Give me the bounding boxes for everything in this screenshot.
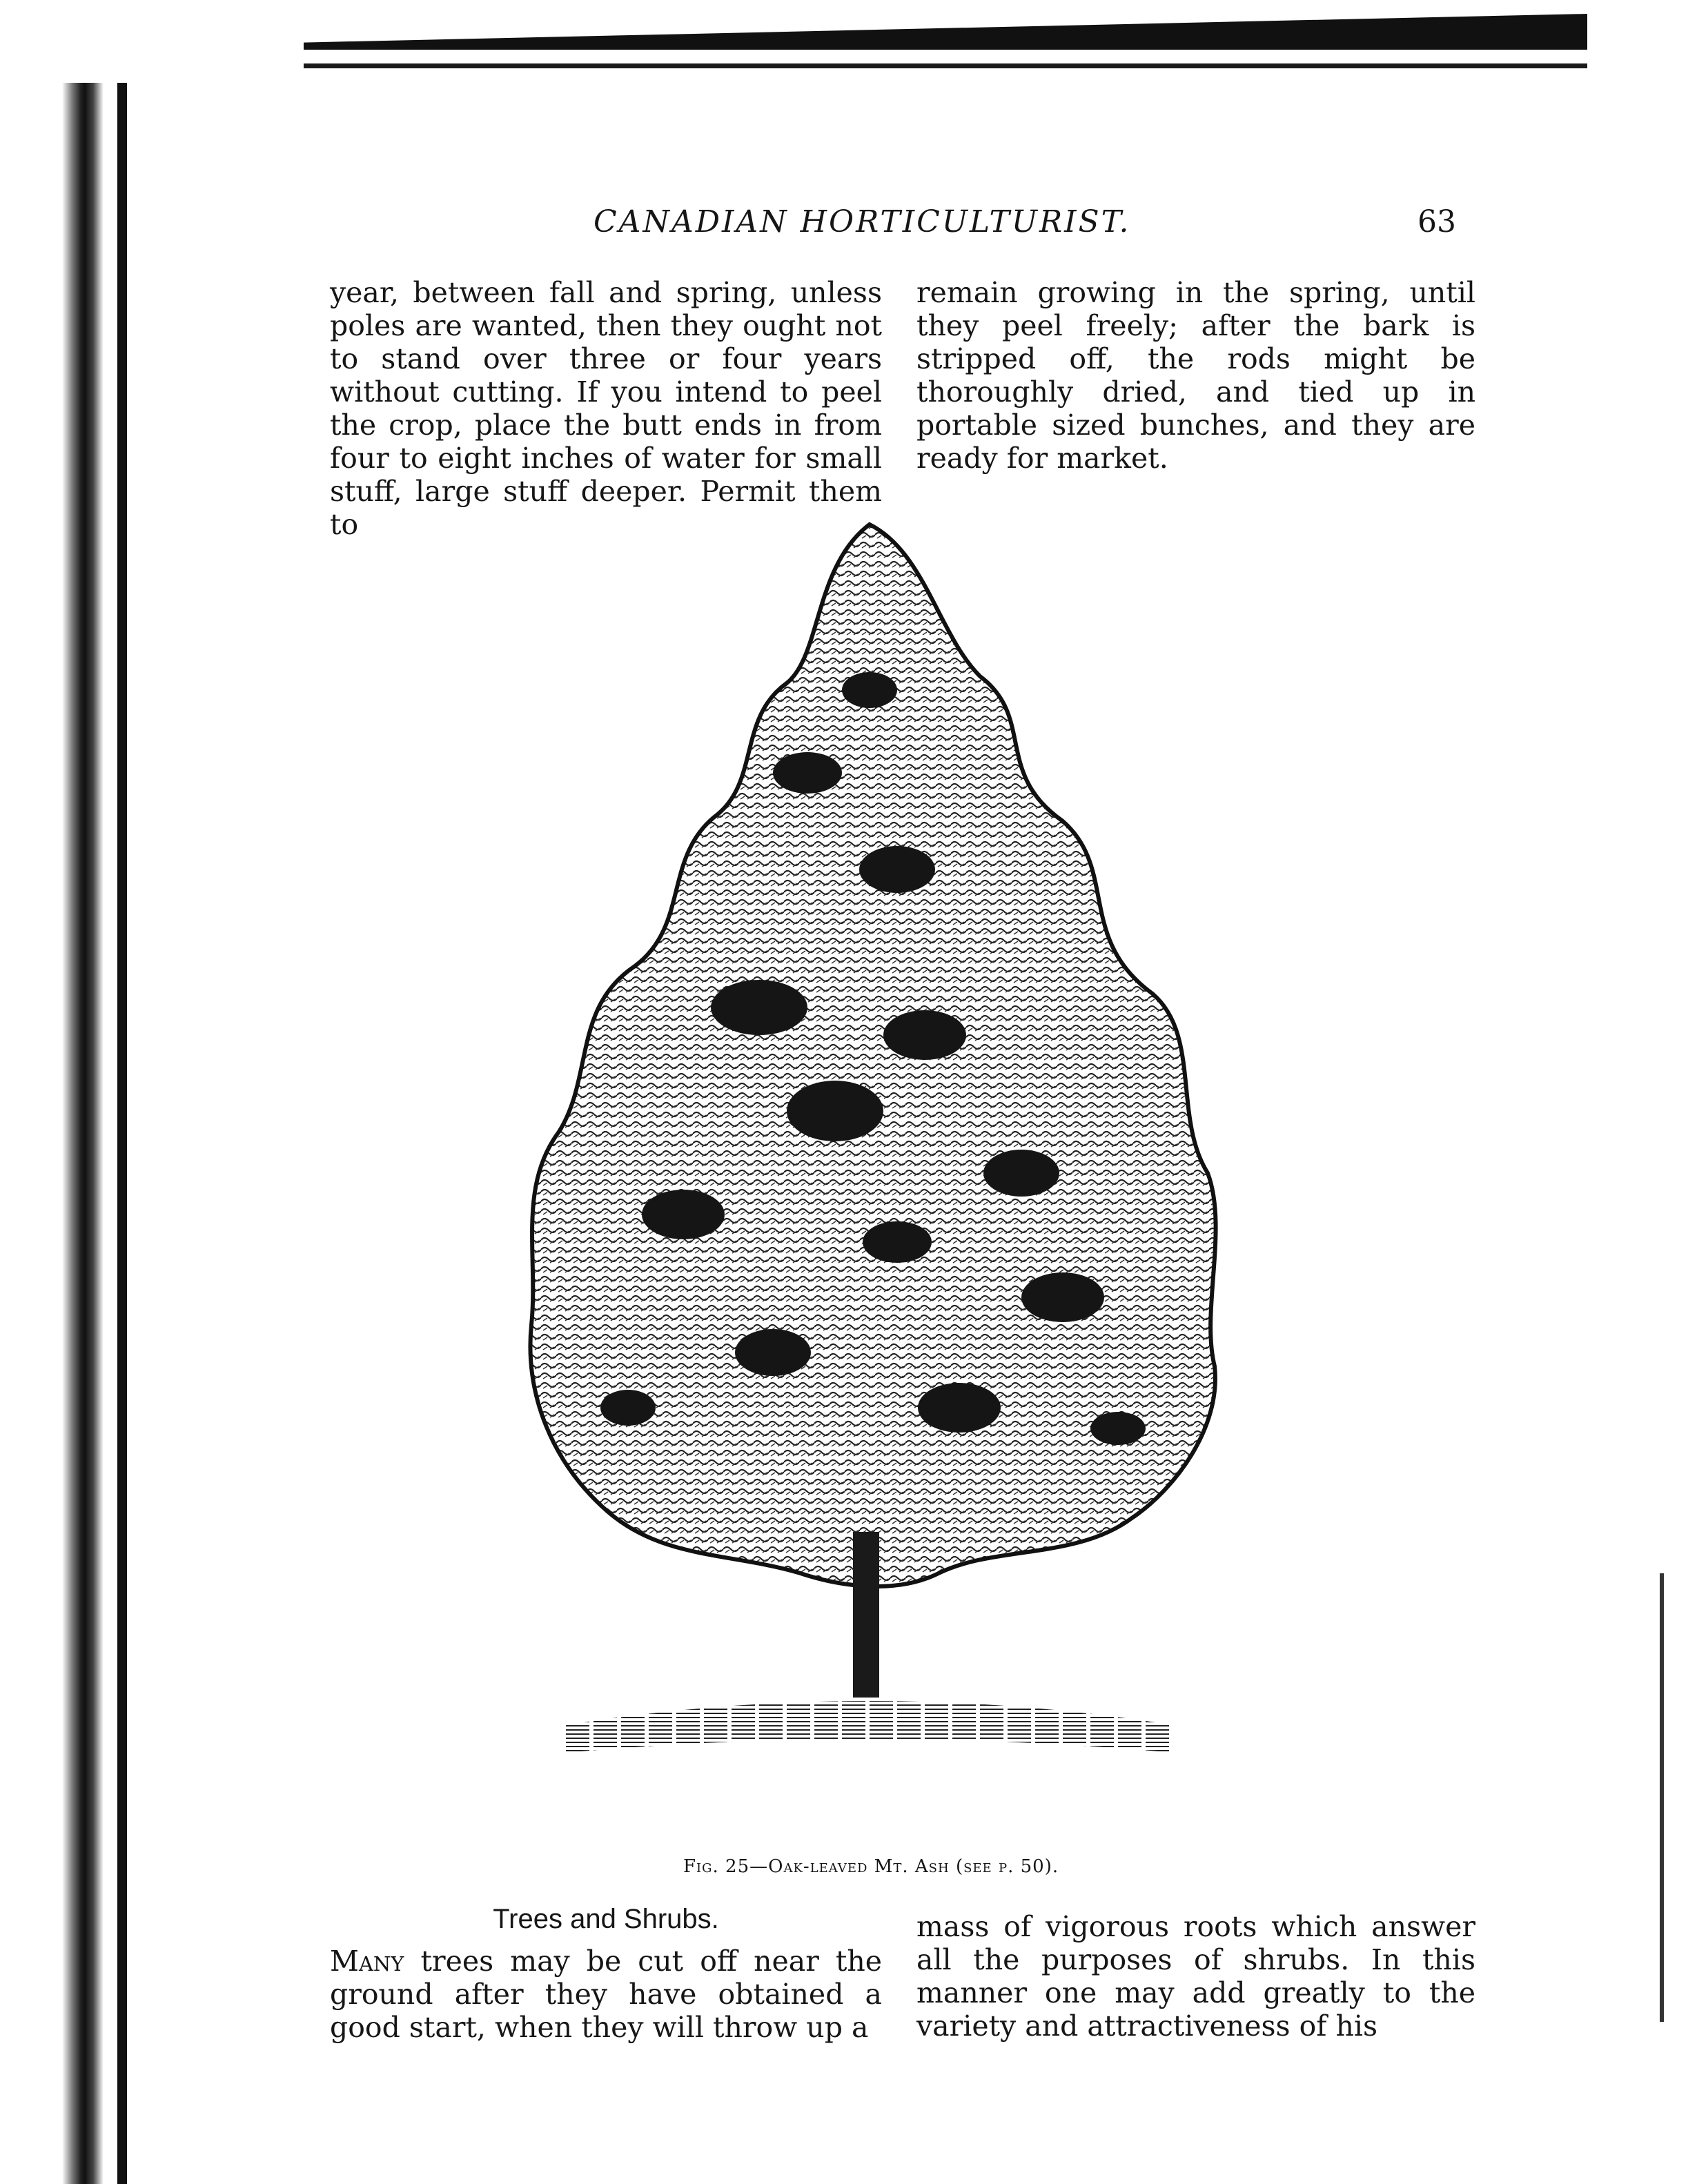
page-header: [324, 201, 1456, 250]
scan-edge-left-line: [117, 83, 127, 2184]
lead-word: Many: [330, 1945, 404, 1978]
scan-edge-top-line: [304, 63, 1587, 68]
column-right-bottom: [916, 1910, 1475, 2043]
paragraph-left-bottom-text: trees may be cut off near the ground after they have obtained a good start, when they will throw up a: [330, 1945, 882, 2044]
tree-engraving-svg: [511, 511, 1228, 1801]
figure-caption: Fig. 25—Oak-leaved Mt. Ash (see p. 50).: [683, 1856, 1059, 1877]
scan-edge-left-binding: [62, 83, 104, 2184]
column-left-top: [330, 276, 882, 541]
scan-edge-right-line: [1660, 1573, 1664, 2022]
tree-illustration: [511, 511, 1228, 1801]
tree-ground: [566, 1701, 1173, 1753]
section-heading: Trees and Shrubs.: [493, 1904, 719, 1934]
running-title: CANADIAN HORTICULTURIST.: [594, 204, 1131, 239]
scan-edge-top-bar: [304, 14, 1587, 50]
paragraph-right-bottom: mass of vigorous roots which answer all the purposes of shrubs. In this manner one may add greatly to the variety and attractiveness of his: [916, 1910, 1475, 2043]
page-number: 63: [1418, 204, 1456, 239]
paragraph-left-bottom: [330, 1945, 882, 2044]
column-left-bottom: [330, 1945, 882, 2044]
paragraph-left-top: year, between fall and spring, unless poles are wanted, then they ought not to stand over three or four years without cutting. If you intend to peel the crop, place the butt ends in from four to eight inches of water for small stuff, large stuff deeper. Permit them to: [330, 276, 882, 541]
tree-trunk: [853, 1532, 879, 1698]
paragraph-right-top: remain growing in the spring, until they peel freely; after the bark is stripped off, the rods might be thoroughly dried, and tied up in portable sized bunches, and they are ready for market.: [916, 276, 1475, 475]
column-right-top: [916, 276, 1475, 475]
